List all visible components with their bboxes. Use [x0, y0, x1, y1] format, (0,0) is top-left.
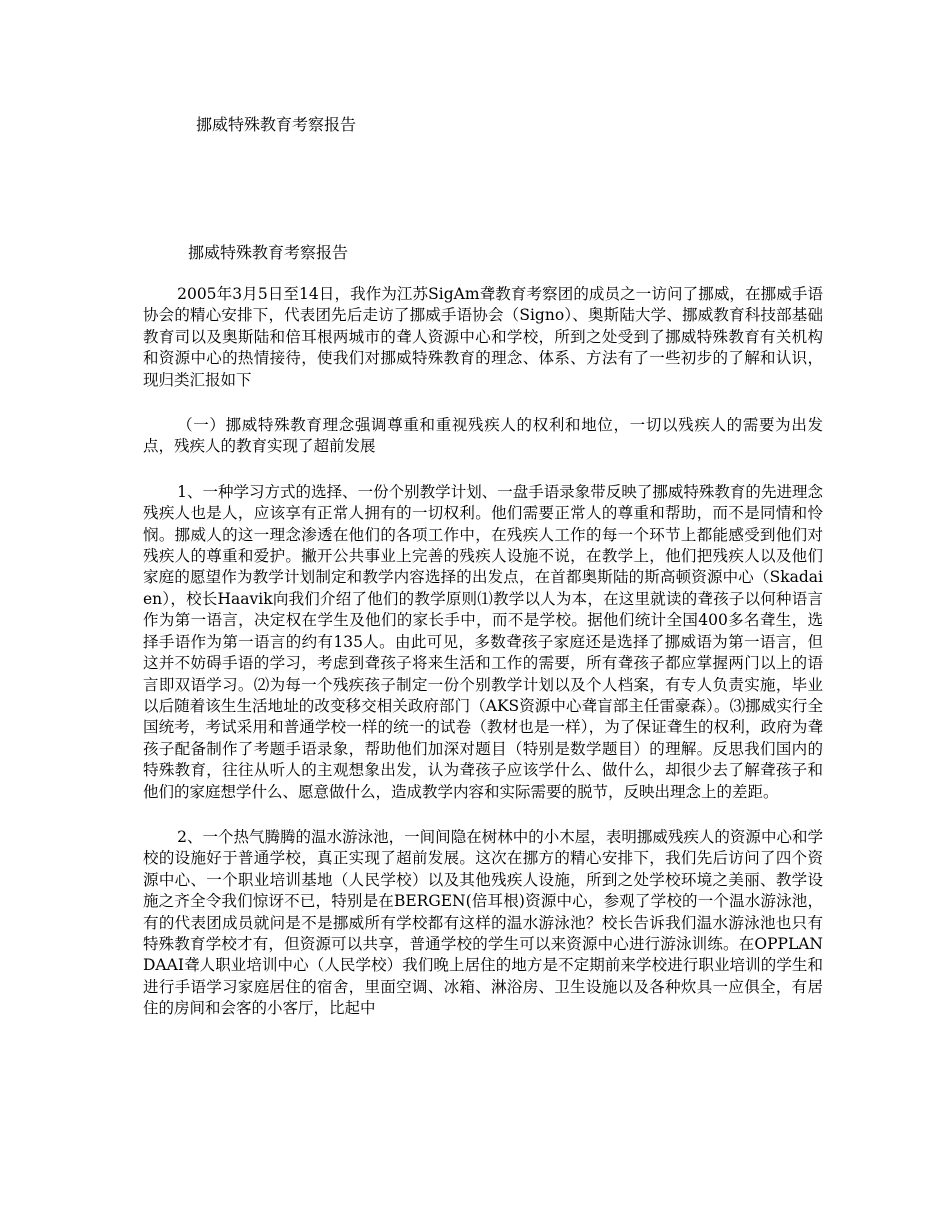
- document-title: 挪威特殊教育考察报告: [196, 115, 357, 134]
- document-body: [143, 284, 823, 1044]
- paragraph-point-1: 1、一种学习方式的选择、一份个别教学计划、一盘手语录象带反映了挪威特殊教育的先进理念残疾人也是人，应该享有正常人拥有的一切权利。他们需要正常人的尊重和帮助，而不是同情和怜悯。挪威人的这一理念渗透在他们的各项工作中，在残疾人工作的每一个环节上都能感受到他们对残疾人的尊重和爱护。撇开公共事业上完善的残疾人设施不说，在教学上，他们把残疾人以及他们家庭的愿望作为教学计划制定和教学内容选择的出发点，在首都奥斯陆的斯高顿资源中心（Skadaien），校长Haavik向我们介绍了他们的教学原则⑴教学以人为本，在这里就读的聋孩子以何种语言作为第一语言，决定权在学生及他们的家长手中，而不是学校。据他们统计全国400多名聋生，选择手语作为第一语言的约有135人。由此可见，多数聋孩子家庭还是选择了挪威语为第一语言，但这并不妨碍手语的学习，考虑到聋孩子将来生活和工作的需要，所有聋孩子都应掌握两门以上的语言即双语学习。⑵为每一个残疾孩子制定一份个别教学计划以及个人档案，有专人负责实施，毕业以后随着该生生活地址的改变移交相关政府部门（AKS资源中心聋盲部主任雷豪森）。⑶挪威实行全国统考，考试采用和普通学校一样的统一的试卷（教材也是一样），为了保证聋生的权利，政府为聋孩子配备制作了考题手语录象，帮助他们加深对题目（特别是数学题目）的理解。反思我们国内的特殊教育，往往从听人的主观想象出发，认为聋孩子应该学什么、做什么，却很少去了解聋孩子和他们的家庭想学什么、愿意做什么，造成教学内容和实际需要的脱节，反映出理念上的差距。: [143, 482, 823, 801]
- paragraph-intro: 2005年3月5日至14日，我作为江苏SigAm聋教育考察团的成员之一访问了挪威，在挪威手语协会的精心安排下，代表团先后走访了挪威手语协会（Signo）、奥斯陆大学、挪威教育科技部基础教育司以及奥斯陆和倍耳根两城市的聋人资源中心和学校，所到之处受到了挪威特殊教育有关机构和资源中心的热情接待，使我们对挪威特殊教育的理念、体系、方法有了一些初步的了解和认识，现归类汇报如下: [143, 285, 823, 389]
- section-heading-1: （一）挪威特殊教育理念强调尊重和重视残疾人的权利和地位，一切以残疾人的需要为出发点，残疾人的教育实现了超前发展: [143, 416, 823, 456]
- paragraph-point-2: 2、一个热气腾腾的温水游泳池，一间间隐在树林中的小木屋，表明挪威残疾人的资源中心和学校的设施好于普通学校，真正实现了超前发展。这次在挪方的精心安排下，我们先后访问了四个资源中心、一个职业培训基地（人民学校）以及其他残疾人设施，所到之处学校环境之美丽、教学设施之齐全令我们惊讶不已，特别是在BERGEN(倍耳根)资源中心，参观了学校的一个温水游泳池，有的代表团成员就问是不是挪威所有学校都有这样的温水游泳池？校长告诉我们温水游泳池也只有特殊教育学校才有，但资源可以共享，普通学校的学生可以来资源中心进行游泳训练。在OPPLANDAAI聋人职业培训中心（人民学校）我们晚上居住的地方是不定期前来学校进行职业培训的学生和进行手语学习家庭居住的宿舍，里面空调、冰箱、淋浴房、卫生设施以及各种炊具一应俱全，有居住的房间和会客的小客厅，比起中: [143, 827, 823, 1018]
- document-subtitle: 挪威特殊教育考察报告: [188, 243, 349, 262]
